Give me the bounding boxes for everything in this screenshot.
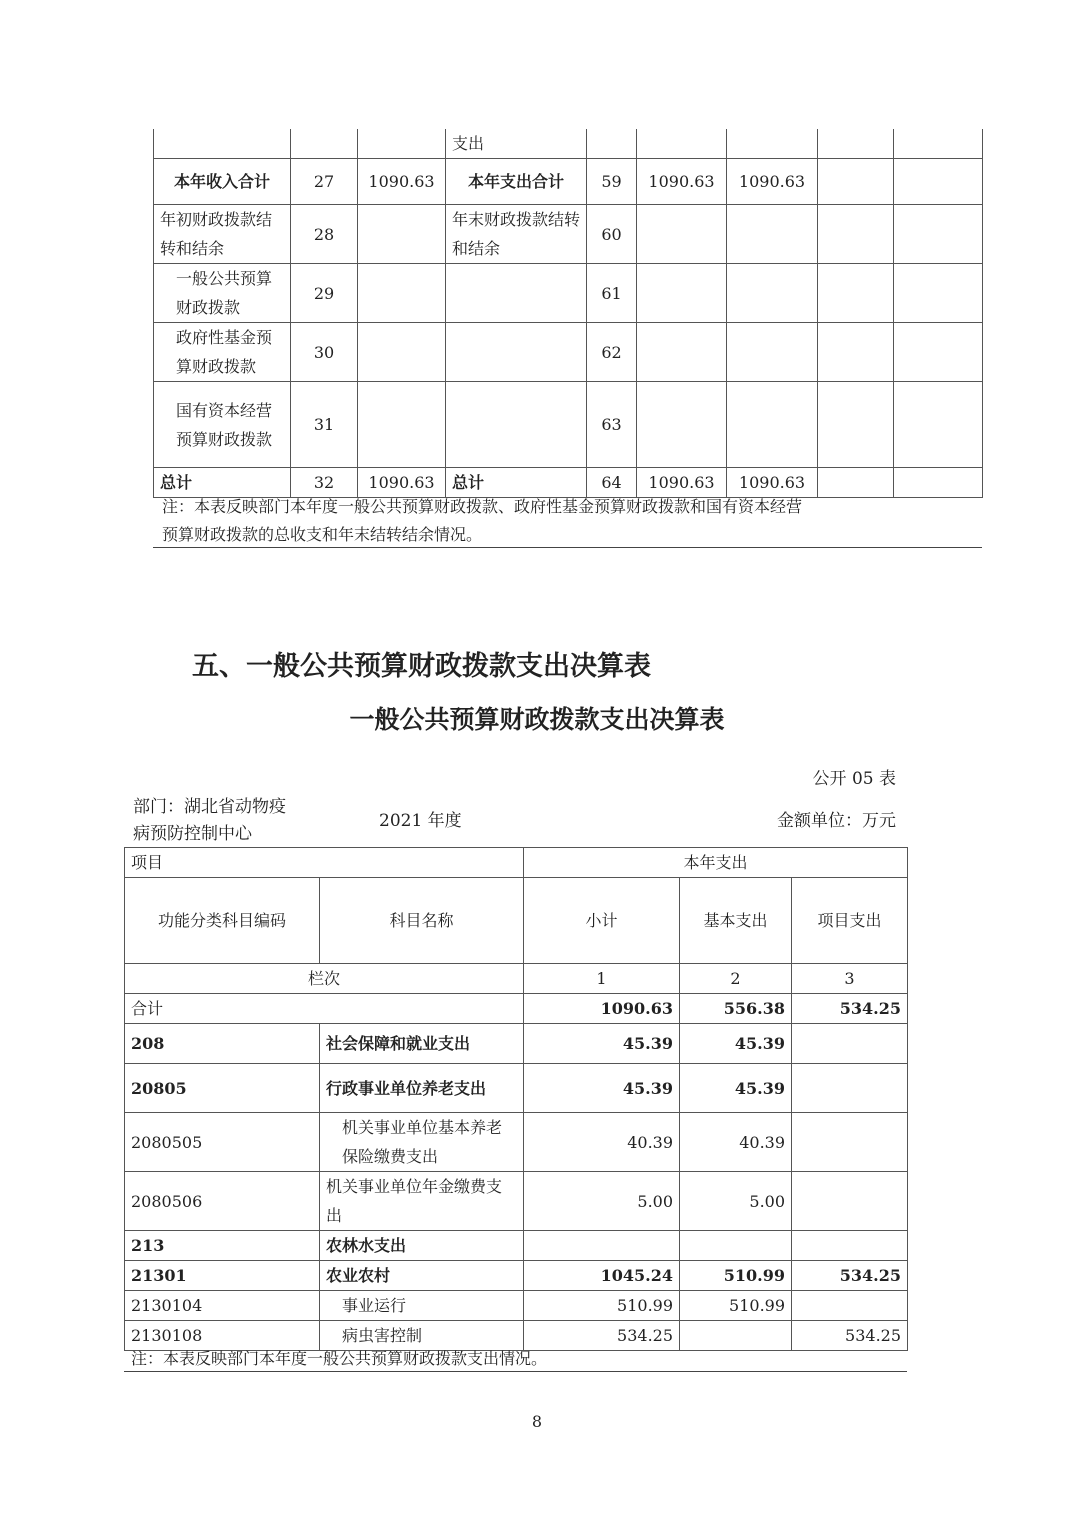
row-code: 2080505 <box>125 1113 320 1172</box>
cell <box>637 323 727 382</box>
row-subtotal: 1045.24 <box>524 1261 680 1291</box>
total-subtotal: 1090.63 <box>524 994 680 1024</box>
total-basic: 556.38 <box>680 994 792 1024</box>
cell <box>818 205 894 264</box>
top-table-note-line2: 预算财政拨款的总收支和年末结转结余情况。 <box>162 525 483 544</box>
row-code: 20805 <box>125 1064 320 1113</box>
cell <box>358 264 446 323</box>
cell: 28 <box>291 205 358 264</box>
column-number: 2 <box>680 964 792 994</box>
cell: 1090.63 <box>727 468 818 498</box>
table-row <box>125 1291 908 1321</box>
row-subtotal: 5.00 <box>524 1172 680 1231</box>
cell <box>358 382 446 468</box>
header-name: 科目名称 <box>320 878 524 964</box>
fiscal-year: 2021 年度 <box>379 811 462 831</box>
cell <box>446 323 587 382</box>
cell <box>358 205 446 264</box>
divider <box>124 1371 907 1372</box>
cell: 27 <box>291 159 358 205</box>
cell <box>894 159 983 205</box>
table-row <box>154 205 983 264</box>
header-basic: 基本支出 <box>680 878 792 964</box>
cell <box>358 129 446 159</box>
cell <box>446 382 587 468</box>
cell <box>818 468 894 498</box>
row-project <box>792 1024 908 1064</box>
department-line1: 部门：湖北省动物疫 <box>133 797 286 817</box>
table-row <box>125 1064 908 1113</box>
total-label: 合计 <box>125 994 524 1024</box>
cell: 政府性基金预算财政拨款 <box>154 323 291 382</box>
header-current-year: 本年支出 <box>524 848 908 878</box>
income-total-label: 本年收入合计 <box>154 159 291 205</box>
cell: 63 <box>587 382 637 468</box>
table-row <box>125 1231 908 1261</box>
row-project <box>792 1172 908 1231</box>
row-basic: 510.99 <box>680 1291 792 1321</box>
cell: 支出 <box>446 129 587 159</box>
cell <box>587 129 637 159</box>
cell: 1090.63 <box>727 159 818 205</box>
divider <box>153 547 982 548</box>
cell: 61 <box>587 264 637 323</box>
cell <box>154 129 291 159</box>
row-basic: 40.39 <box>680 1113 792 1172</box>
column-number-label: 栏次 <box>125 964 524 994</box>
cell: 30 <box>291 323 358 382</box>
cell <box>894 205 983 264</box>
cell <box>637 205 727 264</box>
cell: 59 <box>587 159 637 205</box>
amount-unit: 金额单位：万元 <box>777 811 896 831</box>
header-project: 项目支出 <box>792 878 908 964</box>
table-row <box>125 1172 908 1231</box>
grand-total-label: 总计 <box>446 468 587 498</box>
row-basic <box>680 1321 792 1351</box>
cell: 32 <box>291 468 358 498</box>
header-row <box>125 848 908 878</box>
row-subtotal: 40.39 <box>524 1113 680 1172</box>
cell <box>727 264 818 323</box>
row-code: 208 <box>125 1024 320 1064</box>
cell <box>894 382 983 468</box>
row-basic: 510.99 <box>680 1261 792 1291</box>
cell <box>727 382 818 468</box>
section-heading: 五、一般公共预算财政拨款支出决算表 <box>192 651 651 682</box>
cell <box>637 264 727 323</box>
row-name: 行政事业单位养老支出 <box>320 1064 524 1113</box>
top-table-note-line1: 注：本表反映部门本年度一般公共预算财政拨款、政府性基金预算财政拨款和国有资本经营 <box>162 497 803 516</box>
row-code: 213 <box>125 1231 320 1261</box>
cell <box>637 129 727 159</box>
row-name: 机关事业单位年金缴费支出 <box>320 1172 524 1231</box>
cell: 31 <box>291 382 358 468</box>
cell: 国有资本经营预算财政拨款 <box>154 382 291 468</box>
cell <box>818 264 894 323</box>
row-code: 2080506 <box>125 1172 320 1231</box>
department-line2: 病预防控制中心 <box>133 824 252 844</box>
table-row <box>125 1024 908 1064</box>
cell <box>727 323 818 382</box>
cell <box>894 323 983 382</box>
cell <box>818 129 894 159</box>
cell: 一般公共预算财政拨款 <box>154 264 291 323</box>
table-row <box>125 1261 908 1291</box>
cell <box>446 264 587 323</box>
row-project: 534.25 <box>792 1261 908 1291</box>
row-name: 农业农村 <box>320 1261 524 1291</box>
cell: 62 <box>587 323 637 382</box>
cell: 1090.63 <box>358 159 446 205</box>
cell <box>358 323 446 382</box>
cell: 29 <box>291 264 358 323</box>
cell: 1090.63 <box>358 468 446 498</box>
page-number: 8 <box>531 1412 543 1431</box>
cell <box>894 129 983 159</box>
total-row <box>125 994 908 1024</box>
grand-total-label: 总计 <box>154 468 291 498</box>
header-row <box>125 878 908 964</box>
row-basic: 45.39 <box>680 1064 792 1113</box>
row-project <box>792 1064 908 1113</box>
expense-total-label: 本年支出合计 <box>446 159 587 205</box>
row-subtotal: 510.99 <box>524 1291 680 1321</box>
row-basic: 45.39 <box>680 1024 792 1064</box>
cell <box>894 264 983 323</box>
table-row <box>154 323 983 382</box>
cell <box>291 129 358 159</box>
row-basic: 5.00 <box>680 1172 792 1231</box>
header-code: 功能分类科目编码 <box>125 878 320 964</box>
table-row <box>125 1113 908 1172</box>
row-code: 2130104 <box>125 1291 320 1321</box>
row-basic <box>680 1231 792 1261</box>
cell: 64 <box>587 468 637 498</box>
row-code: 21301 <box>125 1261 320 1291</box>
table-title: 一般公共预算财政拨款支出决算表 <box>349 705 725 734</box>
row-name: 农林水支出 <box>320 1231 524 1261</box>
row-name: 病虫害控制 <box>320 1321 524 1351</box>
column-number-row <box>125 964 908 994</box>
column-number: 1 <box>524 964 680 994</box>
expense-table <box>124 847 908 1351</box>
row-subtotal <box>524 1231 680 1261</box>
header-item: 项目 <box>125 848 524 878</box>
cell: 年初财政拨款结转和结余 <box>154 205 291 264</box>
row-subtotal: 45.39 <box>524 1064 680 1113</box>
fiscal-summary-table <box>153 129 983 498</box>
row-name: 机关事业单位基本养老保险缴费支出 <box>320 1113 524 1172</box>
cell <box>637 382 727 468</box>
row-project <box>792 1113 908 1172</box>
row-code: 2130108 <box>125 1321 320 1351</box>
cell: 60 <box>587 205 637 264</box>
row-name: 事业运行 <box>320 1291 524 1321</box>
cell <box>727 129 818 159</box>
cell <box>818 323 894 382</box>
table-row <box>154 159 983 205</box>
row-project <box>792 1231 908 1261</box>
cell <box>818 382 894 468</box>
cell: 1090.63 <box>637 468 727 498</box>
table-row <box>154 264 983 323</box>
row-subtotal: 45.39 <box>524 1024 680 1064</box>
cell: 年末财政拨款结转和结余 <box>446 205 587 264</box>
cell <box>818 159 894 205</box>
row-subtotal: 534.25 <box>524 1321 680 1351</box>
expense-table-note: 注：本表反映部门本年度一般公共预算财政拨款支出情况。 <box>131 1349 548 1368</box>
total-project: 534.25 <box>792 994 908 1024</box>
form-number: 公开 05 表 <box>812 769 896 789</box>
column-number: 3 <box>792 964 908 994</box>
row-project <box>792 1291 908 1321</box>
header-subtotal: 小计 <box>524 878 680 964</box>
table-row <box>154 382 983 468</box>
cell <box>894 468 983 498</box>
cell: 1090.63 <box>637 159 727 205</box>
row-project: 534.25 <box>792 1321 908 1351</box>
row-name: 社会保障和就业支出 <box>320 1024 524 1064</box>
cell <box>727 205 818 264</box>
table-row <box>154 129 983 159</box>
